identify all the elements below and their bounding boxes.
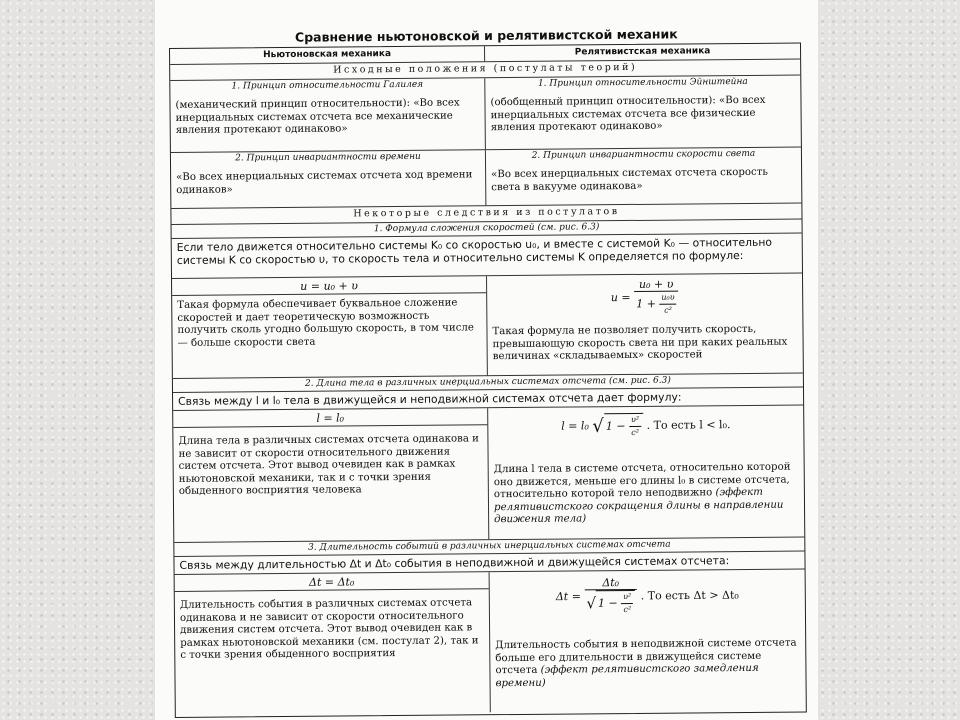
postulate-1-relativistic-text: (обобщенный принцип относительности): «Во всех инерциальных системах отсчета все физические явления протекают одинаково»	[490, 94, 766, 134]
length-contraction-formula: l = l₀ √ 1 − $\frac{\text{υ²}}{\text{c²}}$ . То есть l < l₀.	[488, 405, 803, 452]
velocity-addition-relativistic-formula: u = u₀ + υ 1 + $\frac{\text{u₀υ}}{\text{c²}}$	[487, 273, 802, 320]
consequence-1-relativistic	[487, 273, 803, 375]
consequence-2-relativistic	[488, 405, 804, 539]
postulate-1-row	[170, 75, 801, 152]
velocity-addition-classical-formula: u = u₀ + υ	[172, 276, 486, 296]
consequence-3-title: 3. Длительность событий в различных инерциальных системах отсчета	[174, 537, 804, 556]
length-contraction-note: (эффект релятивистского сокращения длины в направлении движения тела)	[493, 486, 784, 526]
time-classical-formula: Δt = Δt₀	[175, 572, 489, 592]
length-classical-formula: l = l₀	[173, 408, 487, 428]
consequence-1-newtonian	[172, 276, 488, 378]
consequence-3-row	[175, 569, 806, 714]
section-heading-postulates: Исходные положения (постулаты теорий)	[170, 59, 800, 80]
consequence-3-relativistic-text: Длительность события в неподвижной системе отсчета больше его длительности в движущейся системе отсчета (эффект релятивистского замедления времени)	[495, 637, 797, 689]
postulate-1-relativistic	[485, 75, 801, 149]
time-dilation-formula: Δt = Δt₀ √ 1 − $\frac{\text{υ²}}{\text{c²}}$ . То есть Δt > Δt₀	[490, 569, 805, 626]
consequence-3-relativistic	[490, 569, 806, 712]
postulate-1-newtonian-title: 1. Принцип относительности Галилея	[231, 79, 424, 92]
section-heading-consequences: Некоторые следствия из постулатов	[171, 203, 801, 224]
postulate-1-newtonian	[170, 78, 486, 152]
consequence-2-lead: Связь между l и l₀ тела в движущейся и неподвижной системах отсчета дает формулу:	[173, 387, 803, 410]
consequence-2-row	[173, 405, 804, 542]
consequence-2-newtonian	[173, 408, 489, 542]
consequence-2-relativistic-text: Длина l тела в системе отсчета, относительно которой оно движется, меньше его длины l₀ в системе отсчета, относительно которой тело неподвижно (эффект релятивистского сокращения длины в направлении движения тела)	[493, 461, 791, 526]
velocity-numerator: u₀ + υ	[634, 279, 679, 292]
column-header-newtonian: Ньютоновская механика	[170, 46, 485, 64]
consequence-2-title: 2. Длина тела в различных инерциальных системах отсчета (см. рис. 6.3)	[173, 373, 803, 392]
postulate-2-newtonian-title: 2. Принцип инвариантности времени	[235, 151, 421, 164]
postulate-2-relativistic-title: 2. Принцип инвариантности скорости света	[531, 148, 756, 161]
postulate-2-newtonian-text: «Во всех инерциальных системах отсчета ход времени одинаков»	[176, 169, 473, 196]
consequence-1-title: 1. Формула сложения скоростей (см. рис. 6.3)	[172, 219, 802, 238]
document-sheet	[155, 0, 818, 720]
time-dilation-note: (эффект релятивистского замедления времени)	[495, 662, 759, 689]
postulate-2-relativistic-text: «Во всех инерциальных системах отсчета скорость света в вакууме одинакова»	[491, 166, 768, 193]
postulate-2-relativistic	[486, 147, 801, 205]
consequence-3-newtonian-text: Длительность события в различных системах отсчета одинакова и не зависит от скорости относительного движения систем отсчета. Этот вывод очевиден как в рамках ньютоновской механики (см. постулат 2), так и с точки зрения обыденного восприятия	[179, 597, 479, 661]
consequence-1-row	[172, 273, 803, 378]
comparison-table	[169, 42, 807, 717]
consequence-3-newtonian	[175, 572, 491, 715]
postulate-1-relativistic-title: 1. Принцип относительности Эйнштейна	[537, 76, 748, 89]
postulate-1-newtonian-text: (механический принцип относительности): «Во всех инерциальных системах отсчета все механические явления протекают одинаково»	[175, 97, 460, 136]
consequence-1-relativistic-text: Такая формула не позволяет получить скорость, превышающую скорость света ни при каких реальных величинах «складываемых» скоростей	[492, 323, 788, 363]
consequence-2-newtonian-text: Длина тела в различных системах отсчета одинакова и не зависит от скорости относительного движения систем отсчета. Этот вывод очевиден как в рамках ньютоновской механики, так и с точки зрения обыденного восприятия человека	[178, 433, 480, 497]
postulate-2-row	[171, 147, 801, 208]
column-header-relativistic: Релятивистская механика	[574, 46, 711, 58]
consequence-3-lead: Связь между длительностью Δt и Δt₀ события в неподвижной и движущейся системах отсчета:	[174, 551, 804, 574]
page-title: Сравнение ньютоновской и релятивистской механик	[294, 26, 678, 45]
postulate-2-newtonian	[171, 150, 486, 208]
consequence-1-lead: Если тело движется относительно системы K₀ со скоростью u₀, и вместе с системой K₀ — относительно системы K со скоростью υ, то скорость тела и относительно системы K определяется по формуле:	[172, 233, 802, 278]
consequence-1-newtonian-text: Такая формула обеспечивает буквальное сложение скоростей и дает теоретическую возможность получить сколь угодно большую скорость, в том числе — больше скорости света	[177, 297, 474, 349]
